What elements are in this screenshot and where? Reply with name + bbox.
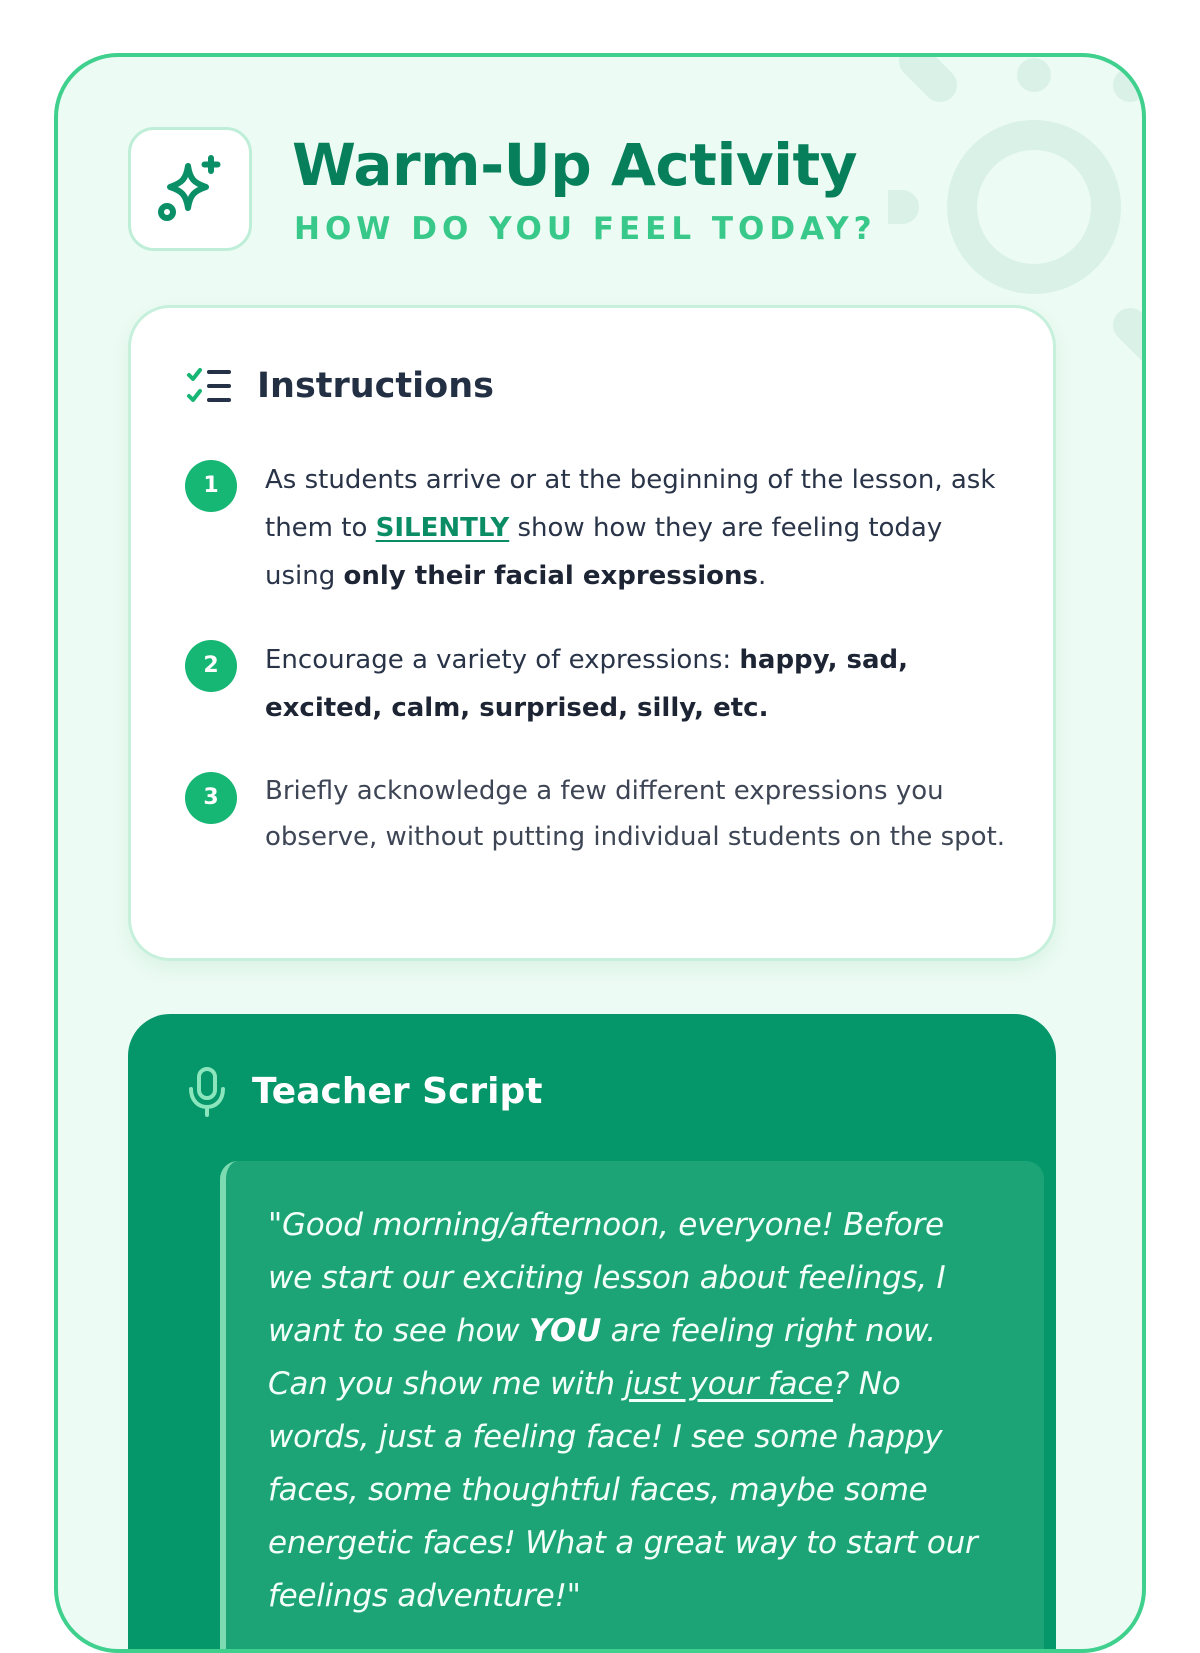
instruction-step-1: [185, 456, 1015, 600]
quote-part: are feeling right now. Can you show me with: [268, 1313, 936, 1402]
step-number-badge: 3: [185, 772, 237, 824]
quote-text: [268, 1199, 996, 1623]
activity-icon-container: [128, 127, 252, 251]
just-your-face-emphasis: just your face: [624, 1366, 833, 1402]
instruction-steps-list: [185, 456, 1015, 896]
quote-part: "Good morning/afternoon, everyone! Before we start our exciting lesson about feelings, I want to see how: [268, 1207, 946, 1349]
activity-header: [128, 127, 888, 257]
teacher-script-card: [128, 1014, 1056, 1653]
microphone-icon: [186, 1066, 228, 1118]
page-subtitle: HOW DO YOU FEEL TODAY?: [294, 211, 877, 247]
step-text: Briefly acknowledge a few different expressions you observe, without putting individual students on the spot.: [265, 776, 1006, 852]
instruction-step-3: [185, 768, 1015, 860]
expression-examples: happy, sad, excited, calm, surprised, silly, etc.: [265, 645, 909, 723]
step-text-part: As students arrive or at the beginning of the lesson, ask them to: [265, 465, 996, 543]
silently-emphasis: SILENTLY: [375, 513, 510, 543]
step-text-part: Encourage a variety of expressions:: [265, 645, 740, 675]
instructions-title: Instructions: [257, 366, 494, 406]
step-number-badge: 1: [185, 460, 237, 512]
instruction-step-2: [185, 636, 1015, 732]
facial-expressions-emphasis: only their facial expressions: [343, 561, 759, 591]
quote-part: ? No words, just a feeling face! I see some happy faces, some thoughtful faces, maybe some energetic faces! What a great way to start our feelings adventure!": [268, 1366, 978, 1614]
checklist-icon: [185, 365, 233, 407]
teacher-script-quote: [220, 1161, 1044, 1653]
you-emphasis: YOU: [528, 1313, 602, 1349]
step-text-part: .: [758, 561, 767, 591]
sparkles-icon: [154, 153, 226, 225]
page-title: Warm-Up Activity: [292, 131, 858, 199]
step-text-part: show how they are feeling today using: [265, 513, 943, 591]
teacher-script-title: Teacher Script: [252, 1071, 543, 1112]
instructions-heading: [185, 362, 494, 410]
warm-up-activity-card: [54, 53, 1146, 1653]
step-number-badge: 2: [185, 640, 237, 692]
instructions-card: [128, 305, 1056, 961]
teacher-script-heading: [186, 1066, 543, 1118]
